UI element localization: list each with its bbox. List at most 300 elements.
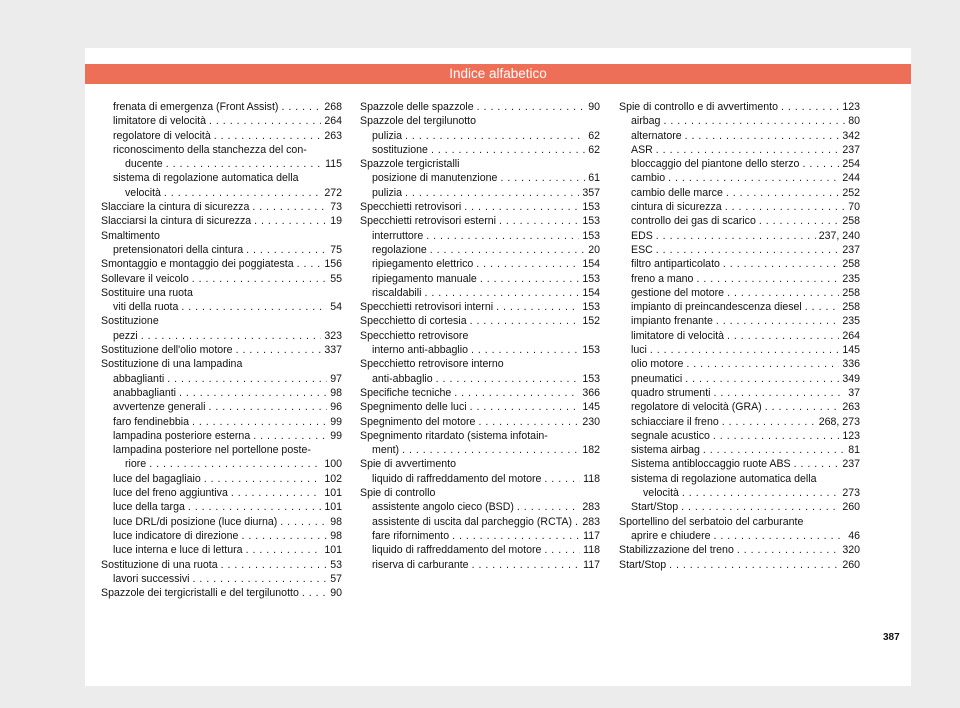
- dot-leader: [164, 186, 321, 200]
- dot-leader: [252, 200, 327, 214]
- index-entry: [101, 343, 342, 357]
- entry-page: 90: [330, 587, 342, 600]
- dot-leader: [765, 400, 840, 414]
- entry-page: 156: [324, 258, 342, 271]
- entry-page: 153: [582, 215, 600, 228]
- entry-page: 264: [842, 329, 860, 342]
- dot-leader: [297, 257, 322, 271]
- dot-leader: [430, 243, 585, 257]
- entry-term: riore: [125, 458, 147, 471]
- entry-page: 323: [324, 329, 342, 342]
- dot-leader: [472, 558, 581, 572]
- index-entry: [101, 214, 342, 228]
- entry-term: ducente: [125, 158, 163, 171]
- entry-term: sostituzione: [372, 143, 428, 156]
- entry-page: 264: [324, 115, 342, 128]
- dot-leader: [179, 386, 327, 400]
- entry-term: Slacciare la cintura di sicurezza: [101, 201, 250, 214]
- entry-term: cambio: [631, 172, 666, 185]
- dot-leader: [656, 243, 840, 257]
- index-entry: [360, 529, 600, 543]
- entry-term: pretensionatori della cintura: [113, 243, 244, 256]
- entry-term: gestione del motore: [631, 286, 725, 299]
- index-entry: [619, 114, 860, 128]
- entry-term: Stabilizzazione del treno: [619, 544, 734, 557]
- index-entry: [360, 543, 600, 557]
- entry-page: 62: [588, 129, 600, 142]
- entry-term: assistente angolo cieco (BSD): [372, 501, 514, 514]
- entry-page: 235: [842, 315, 860, 328]
- entry-page: 153: [582, 301, 600, 314]
- dot-leader: [723, 257, 839, 271]
- dot-leader: [727, 286, 839, 300]
- index-entry: [360, 229, 600, 243]
- index-entry: [619, 400, 860, 414]
- entry-page: 258: [842, 258, 860, 271]
- dot-leader: [471, 343, 579, 357]
- entry-term: liquido di raffreddamento del motore: [372, 544, 542, 557]
- entry-term: Sistema antibloccaggio ruote ABS: [631, 458, 791, 471]
- index-entry: [619, 157, 860, 171]
- entry-term: liquido di raffreddamento del motore: [372, 472, 542, 485]
- index-column-2: [360, 100, 600, 572]
- index-entry: [360, 129, 600, 143]
- entry-term: pulizia: [372, 129, 403, 142]
- entry-page: 55: [330, 272, 342, 285]
- entry-page: 154: [582, 258, 600, 271]
- entry-page: 258: [842, 215, 860, 228]
- entry-page: 101: [324, 487, 342, 500]
- entry-term: luce del freno aggiuntiva: [113, 487, 228, 500]
- entry-page: 252: [842, 186, 860, 199]
- entry-page: 61: [588, 172, 600, 185]
- entry-term: Sollevare il veicolo: [101, 272, 189, 285]
- entry-page: 235: [842, 272, 860, 285]
- dot-leader: [725, 200, 846, 214]
- entry-page: 99: [330, 429, 342, 442]
- entry-term: airbag: [631, 115, 661, 128]
- index-entry: [101, 457, 342, 471]
- index-entry: [619, 429, 860, 443]
- index-entry: [101, 500, 342, 514]
- entry-term: riscaldabili: [372, 286, 422, 299]
- dot-leader: [477, 100, 586, 114]
- dot-leader: [208, 400, 327, 414]
- entry-page: 70: [848, 201, 860, 214]
- index-entry: [619, 129, 860, 143]
- entry-page: 153: [582, 229, 600, 242]
- dot-leader: [802, 157, 839, 171]
- entry-page: 152: [582, 315, 600, 328]
- dot-leader: [402, 443, 579, 457]
- index-entry: [619, 529, 860, 543]
- index-entry: [360, 443, 600, 457]
- dot-leader: [188, 500, 321, 514]
- entry-page: 342: [842, 129, 860, 142]
- dot-leader: [470, 314, 580, 328]
- dot-leader: [431, 143, 585, 157]
- entry-page: 357: [582, 186, 600, 199]
- dot-leader: [192, 272, 327, 286]
- index-entry: [360, 400, 600, 414]
- entry-term: luce della targa: [113, 501, 185, 514]
- index-entry: [360, 200, 600, 214]
- entry-page: 337: [324, 344, 342, 357]
- entry-page: 272: [324, 186, 342, 199]
- entry-page: 99: [330, 415, 342, 428]
- dot-leader: [424, 286, 579, 300]
- index-heading: Smaltimento: [101, 229, 160, 242]
- entry-page: 20: [588, 243, 600, 256]
- index-heading: Sostituzione di una lampadina: [101, 358, 243, 371]
- entry-page: 283: [582, 501, 600, 514]
- entry-term: anti-abbaglio: [372, 372, 433, 385]
- index-entry: [360, 472, 600, 486]
- dot-leader: [221, 558, 328, 572]
- entry-term: ESC: [631, 243, 653, 256]
- entry-page: 153: [582, 344, 600, 357]
- entry-term: EDS: [631, 229, 653, 242]
- entry-term: Start/Stop: [631, 501, 679, 514]
- dot-leader: [759, 214, 839, 228]
- index-heading: Spegnimento ritardato (sistema infotain-: [360, 429, 548, 442]
- entry-page: 258: [842, 286, 860, 299]
- dot-leader: [405, 129, 585, 143]
- entry-term: cintura di sicurezza: [631, 201, 722, 214]
- index-entry: [101, 272, 342, 286]
- dot-leader: [454, 386, 579, 400]
- dot-leader: [686, 357, 839, 371]
- index-entry: [360, 314, 600, 328]
- dot-leader: [246, 243, 327, 257]
- dot-leader: [426, 229, 579, 243]
- entry-term: posizione di manutenzione: [372, 172, 498, 185]
- entry-term: Start/Stop: [619, 558, 667, 571]
- index-entry: [360, 143, 600, 157]
- entry-page: 260: [842, 558, 860, 571]
- index-entry: [619, 329, 860, 343]
- dot-leader: [685, 129, 840, 143]
- dot-leader: [436, 372, 580, 386]
- index-entry: [101, 200, 342, 214]
- index-entry: [619, 543, 860, 557]
- dot-leader: [794, 457, 840, 471]
- manual-page: [85, 48, 911, 686]
- entry-term: ment): [372, 444, 400, 457]
- entry-page: 102: [324, 472, 342, 485]
- dot-leader: [281, 100, 321, 114]
- dot-leader: [726, 186, 839, 200]
- entry-page: 81: [848, 444, 860, 457]
- entry-term: luce del bagagliaio: [113, 472, 201, 485]
- index-heading: Specchietto retrovisore: [360, 329, 469, 342]
- index-entry: [101, 129, 342, 143]
- index-entry: [360, 100, 600, 114]
- entry-page: 123: [842, 101, 860, 113]
- entry-term: Spazzole dei tergicristalli e del tergilunotto: [101, 587, 299, 600]
- entry-page: 154: [582, 286, 600, 299]
- entry-term: interruttore: [372, 229, 424, 242]
- dot-leader: [656, 143, 840, 157]
- index-entry: [360, 257, 600, 271]
- index-entry: [101, 372, 342, 386]
- dot-leader: [141, 329, 322, 343]
- index-heading: Spie di avvertimento: [360, 458, 456, 471]
- entry-page: 153: [582, 272, 600, 285]
- entry-term: Spazzole delle spazzole: [360, 101, 474, 113]
- entry-term: velocità: [125, 186, 161, 199]
- index-heading: Specchietto retrovisore interno: [360, 358, 504, 371]
- entry-page: 75: [330, 243, 342, 256]
- entry-term: schiacciare il freno: [631, 415, 719, 428]
- dot-leader: [544, 472, 580, 486]
- entry-term: aprire e chiudere: [631, 529, 711, 542]
- entry-page: 320: [842, 544, 860, 557]
- entry-page: 100: [324, 458, 342, 471]
- dot-leader: [246, 543, 322, 557]
- index-entry: [619, 200, 860, 214]
- dot-leader: [253, 429, 327, 443]
- dot-leader: [682, 486, 839, 500]
- entry-page: 101: [324, 501, 342, 514]
- entry-page: 283: [582, 515, 600, 528]
- dot-leader: [722, 415, 816, 429]
- index-entry: [360, 186, 600, 200]
- dot-leader: [231, 486, 321, 500]
- dot-leader: [204, 472, 322, 486]
- entry-page: 182: [582, 444, 600, 457]
- entry-page: 254: [842, 158, 860, 171]
- entry-page: 53: [330, 558, 342, 571]
- entry-page: 237: [842, 143, 860, 156]
- entry-term: regolatore di velocità (GRA): [631, 401, 762, 414]
- index-entry: [360, 272, 600, 286]
- dot-leader: [236, 343, 322, 357]
- index-entry: [360, 343, 600, 357]
- index-entry: [619, 100, 860, 114]
- section-header: Indice alfabetico: [85, 64, 911, 84]
- index-entry: [619, 243, 860, 257]
- index-entry: [619, 300, 860, 314]
- index-entry: [619, 314, 860, 328]
- index-entry: [619, 143, 860, 157]
- entry-term: fare rifornimento: [372, 529, 450, 542]
- dot-leader: [405, 186, 579, 200]
- entry-term: Specchietto di cortesia: [360, 315, 467, 328]
- index-heading: Spie di controllo: [360, 487, 436, 500]
- entry-page: 366: [582, 386, 600, 399]
- dot-leader: [302, 586, 327, 600]
- index-heading: Sportellino del serbatoio del carburante: [619, 515, 804, 528]
- index-entry: [101, 400, 342, 414]
- index-entry: [101, 429, 342, 443]
- index-entry: [360, 286, 600, 300]
- index-entry: [101, 257, 342, 271]
- entry-term: luce interna e luce di lettura: [113, 544, 243, 557]
- entry-term: luce DRL/di posizione (luce diurna): [113, 515, 278, 528]
- index-heading: sistema di regolazione automatica della: [631, 472, 817, 485]
- entry-page: 258: [842, 301, 860, 314]
- dot-leader: [696, 272, 839, 286]
- index-entry: [619, 386, 860, 400]
- entry-page: 237: [842, 243, 860, 256]
- entry-term: assistente di uscita dal parcheggio (RCTA): [372, 515, 572, 528]
- entry-term: frenata di emergenza (Front Assist): [113, 101, 279, 113]
- index-heading: Spazzole del tergilunotto: [360, 115, 477, 128]
- entry-page: 96: [330, 401, 342, 414]
- entry-page: 260: [842, 501, 860, 514]
- entry-page: 153: [582, 372, 600, 385]
- entry-term: controllo dei gas di scarico: [631, 215, 756, 228]
- entry-page: 98: [330, 386, 342, 399]
- index-entry: [101, 300, 342, 314]
- index-entry: [619, 357, 860, 371]
- dot-leader: [452, 529, 580, 543]
- entry-term: regolazione: [372, 243, 427, 256]
- dot-leader: [280, 515, 327, 529]
- entry-term: olio motore: [631, 358, 684, 371]
- index-heading: lampadina posteriore nel portellone poste-: [113, 444, 311, 457]
- dot-leader: [650, 343, 839, 357]
- entry-term: Specchietti retrovisori: [360, 201, 462, 214]
- index-entry: [101, 415, 342, 429]
- dot-leader: [478, 415, 579, 429]
- entry-term: limitatore di velocità: [631, 329, 725, 342]
- entry-term: alternatore: [631, 129, 682, 142]
- dot-leader: [716, 314, 839, 328]
- entry-page: 57: [330, 572, 342, 585]
- entry-page: 237, 240: [818, 229, 860, 242]
- entry-term: bloccaggio del piantone dello sterzo: [631, 158, 800, 171]
- entry-page: 118: [583, 472, 600, 485]
- index-entry: [101, 114, 342, 128]
- entry-page: 263: [842, 401, 860, 414]
- entry-page: 98: [330, 529, 342, 542]
- entry-term: interno anti-abbaglio: [372, 344, 469, 357]
- entry-term: pezzi: [113, 329, 138, 342]
- index-entry: [619, 486, 860, 500]
- dot-leader: [703, 443, 845, 457]
- entry-page: 263: [324, 129, 342, 142]
- entry-page: 117: [583, 558, 600, 571]
- index-entry: [619, 443, 860, 457]
- entry-page: 115: [325, 158, 342, 171]
- dot-leader: [241, 529, 327, 543]
- index-entry: [360, 558, 600, 572]
- entry-term: Slacciarsi la cintura di sicurezza: [101, 215, 252, 228]
- entry-term: pneumatici: [631, 372, 683, 385]
- index-heading: Sostituzione: [101, 315, 159, 328]
- entry-term: freno a mano: [631, 272, 694, 285]
- entry-term: sistema airbag: [631, 444, 700, 457]
- index-entry: [101, 186, 342, 200]
- dot-leader: [464, 200, 579, 214]
- entry-page: 145: [582, 401, 600, 414]
- dot-leader: [192, 415, 327, 429]
- dot-leader: [214, 129, 322, 143]
- entry-term: Specifiche tecniche: [360, 386, 452, 399]
- entry-page: 62: [588, 143, 600, 156]
- entry-term: limitatore di velocità: [113, 115, 207, 128]
- entry-page: 46: [848, 529, 860, 542]
- entry-page: 145: [842, 344, 860, 357]
- index-entry: [619, 272, 860, 286]
- dot-leader: [714, 529, 846, 543]
- index-entry: [101, 486, 342, 500]
- entry-term: segnale acustico: [631, 429, 710, 442]
- entry-term: impianto frenante: [631, 315, 713, 328]
- entry-term: quadro strumenti: [631, 386, 711, 399]
- index-entry: [101, 572, 342, 586]
- index-entry: [619, 229, 860, 243]
- index-column-3: [619, 100, 860, 572]
- index-entry: [619, 457, 860, 471]
- index-entry: [360, 386, 600, 400]
- entry-term: Spegnimento del motore: [360, 415, 476, 428]
- dot-leader: [480, 272, 579, 286]
- dot-leader: [669, 558, 839, 572]
- index-entry: [619, 415, 860, 429]
- dot-leader: [500, 171, 585, 185]
- entry-term: avvertenze generali: [113, 401, 206, 414]
- dot-leader: [209, 114, 321, 128]
- entry-page: 153: [582, 201, 600, 214]
- entry-page: 19: [330, 215, 342, 228]
- entry-term: lavori successivi: [113, 572, 190, 585]
- index-entry: [619, 171, 860, 185]
- entry-term: luci: [631, 344, 647, 357]
- entry-term: Spie di controllo e di avvertimento: [619, 101, 778, 113]
- entry-page: 90: [588, 101, 600, 113]
- index-entry: [360, 415, 600, 429]
- dot-leader: [656, 229, 816, 243]
- dot-leader: [713, 429, 839, 443]
- entry-page: 273: [842, 487, 860, 500]
- index-entry: [101, 515, 342, 529]
- dot-leader: [470, 400, 580, 414]
- entry-term: anabbaglianti: [113, 386, 177, 399]
- entry-term: pulizia: [372, 186, 403, 199]
- entry-page: 54: [330, 301, 342, 314]
- dot-leader: [663, 114, 845, 128]
- index-entry: [619, 214, 860, 228]
- entry-page: 101: [324, 544, 342, 557]
- dot-leader: [193, 572, 328, 586]
- index-entry: [101, 529, 342, 543]
- entry-term: Specchietti retrovisori interni: [360, 301, 494, 314]
- dot-leader: [575, 515, 579, 529]
- entry-term: viti della ruota: [113, 301, 179, 314]
- index-entry: [619, 186, 860, 200]
- dot-leader: [714, 386, 846, 400]
- entry-term: ripiegamento elettrico: [372, 258, 474, 271]
- index-entry: [101, 100, 342, 114]
- entry-term: ripiegamento manuale: [372, 272, 477, 285]
- entry-page: 123: [842, 429, 860, 442]
- entry-term: faro fendinebbia: [113, 415, 189, 428]
- index-entry: [101, 386, 342, 400]
- entry-page: 230: [582, 415, 600, 428]
- page-number: 387: [883, 632, 900, 643]
- dot-leader: [254, 214, 327, 228]
- index-entry: [101, 243, 342, 257]
- index-entry: [619, 558, 860, 572]
- entry-term: lampadina posteriore esterna: [113, 429, 251, 442]
- dot-leader: [681, 500, 839, 514]
- dot-leader: [668, 171, 839, 185]
- entry-term: Specchietti retrovisori esterni: [360, 215, 497, 228]
- entry-term: riserva di carburante: [372, 558, 469, 571]
